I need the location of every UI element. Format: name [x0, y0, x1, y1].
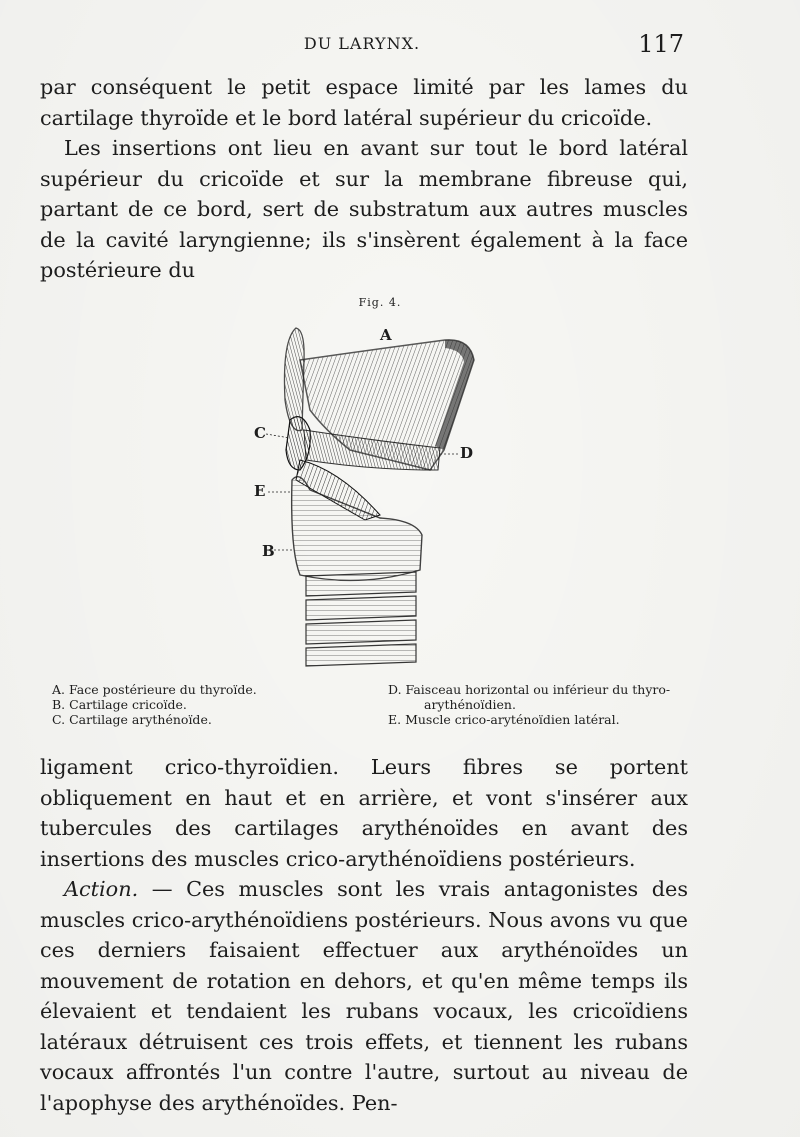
caption-b: B. Cartilage cricoïde. — [52, 697, 187, 712]
running-head: DU LARYNX. — [303, 34, 421, 53]
page-number: 117 — [638, 30, 684, 58]
figure-caption-left — [52, 682, 372, 727]
paragraph-2: Les insertions ont lieu en avant sur tout le bord latéral supérieur du cricoïde et sur la membrane fibreuse qui, partant de ce bord, sert de substratum aux autres muscles de la cavité laryngienne; ils s'insèrent également à la face postérieure du — [40, 136, 688, 282]
top-text-block — [40, 72, 688, 286]
figure-label: Fig. 4. — [358, 296, 402, 309]
trachea-rings — [306, 572, 416, 666]
caption-d: D. Faisceau horizontal ou inférieur du thyro- — [388, 682, 671, 697]
larynx-illustration — [230, 320, 510, 680]
larynx-engraving — [230, 320, 510, 680]
callout-a: A — [380, 326, 392, 344]
caption-c: C. Cartilage arythénoïde. — [52, 712, 212, 727]
callout-d: D — [460, 444, 474, 462]
caption-d-continued: arythénoïdien. — [424, 697, 516, 712]
action-text: — Ces muscles sont les vrais antagonistes des muscles crico-arythénoïdiens postérieurs. Nous avons vu que ces derniers faisaient effectuer aux arythénoïdes un mouvement de rotation en dehors, et qu'en même temps ils élevaient et tendaient les rubans vocaux, les cricoïdiens latéraux détruisent ces trois effets, et tiennent les rubans vocaux affrontés l'un contre l'autre, surtout au niveau de l'apophyse des arythénoïdes. Pen- — [40, 877, 688, 1115]
action-heading: Action. — [64, 877, 139, 901]
callout-b: B — [262, 542, 275, 560]
paragraph-3: ligament crico-thyroïdien. Leurs fibres se portent obliquement en haut et en arrière, et vont s'insérer aux tubercules des cartilages arythénoïdes en avant des insertions des muscles crico-arythénoïdiens postérieurs. — [40, 755, 688, 871]
bottom-text-block — [40, 752, 688, 1118]
caption-e: E. Muscle crico-aryténoïdien latéral. — [388, 712, 620, 727]
callout-e: E — [254, 482, 266, 500]
callout-c: C — [254, 424, 266, 442]
figure-caption-right — [388, 682, 718, 727]
paragraph-action — [40, 874, 688, 1118]
paragraph-1: par conséquent le petit espace limité par les lames du cartilage thyroïde et le bord latéral supérieur du cricoïde. — [40, 75, 688, 130]
caption-a: A. Face postérieure du thyroïde. — [52, 682, 257, 697]
